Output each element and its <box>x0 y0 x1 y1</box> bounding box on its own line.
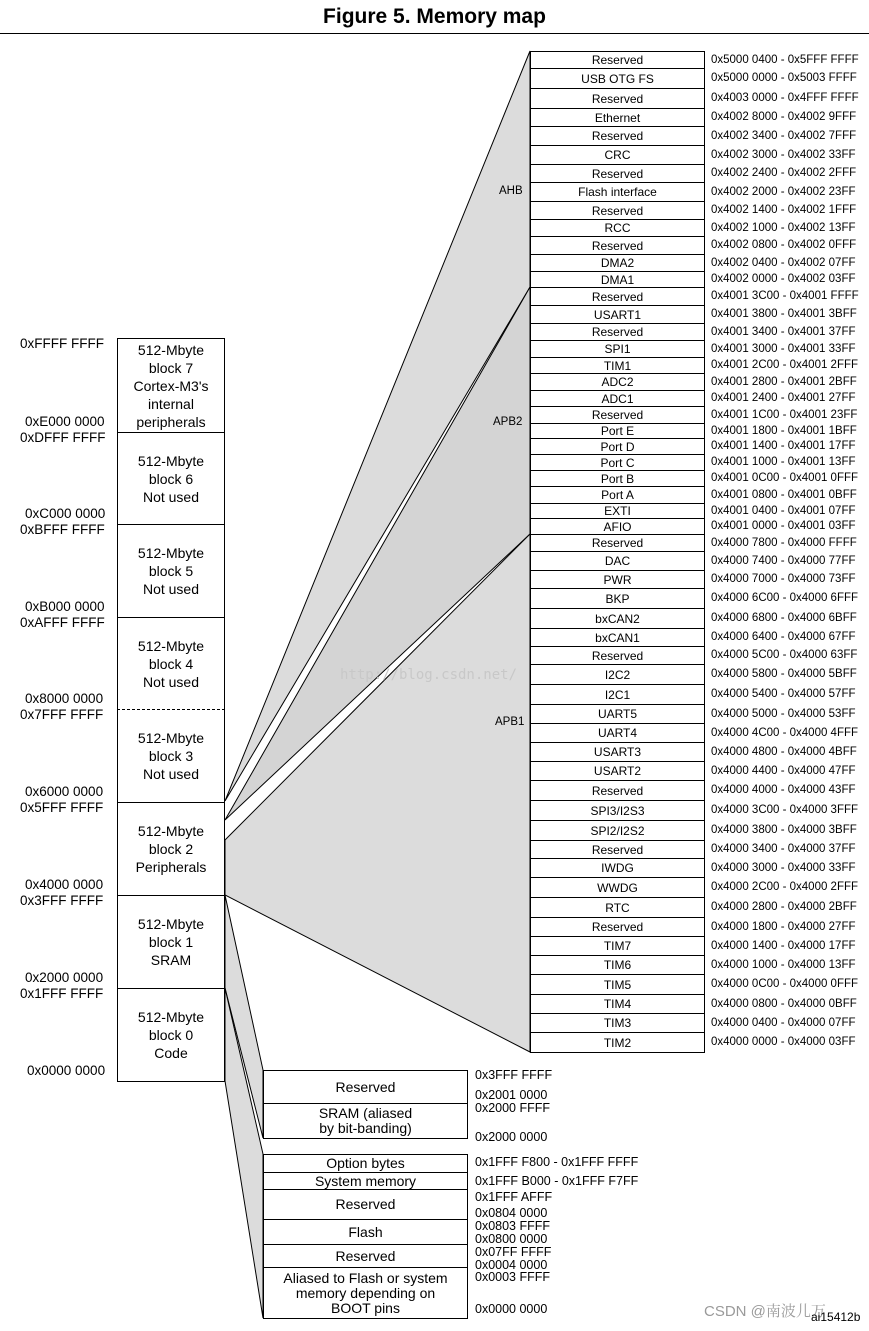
periph-tim5: TIM5 <box>530 974 705 995</box>
periph-range: 0x4000 4C00 - 0x4000 4FFF <box>711 726 859 739</box>
apb2-label: APB2 <box>493 416 523 428</box>
code-address: 0x1FFF AFFF <box>475 1190 553 1204</box>
memory-block-6: 512-Mbyte block 6 Not used <box>117 432 225 525</box>
memory-block-1: 512-Mbyte block 1 SRAM <box>117 895 225 989</box>
periph-bxcan1: bxCAN1 <box>530 628 705 647</box>
periph-wwdg: WWDG <box>530 877 705 898</box>
code-detail-reserved: Reserved <box>263 1189 468 1220</box>
periph-range: 0x4001 1C00 - 0x4001 23FF <box>711 408 858 421</box>
watermark: http://blog.csdn.net/ <box>340 667 518 683</box>
periph-range: 0x4001 0000 - 0x4001 03FF <box>711 520 856 532</box>
memory-block-4: 512-Mbyte block 4 Not used <box>117 617 225 710</box>
code-detail-aliased-to-flash-or-system: Aliased to Flash or system memory depending on BOOT pins <box>263 1267 468 1319</box>
block-bottom-address: 0x0000 0000 <box>27 1063 106 1078</box>
periph-range: 0x4002 3000 - 0x4002 33FF <box>711 148 856 161</box>
periph-port-e: Port E <box>530 423 705 439</box>
periph-range: 0x4000 1800 - 0x4000 27FF <box>711 920 856 933</box>
block-top-address: 0xDFFF FFFF <box>20 430 106 445</box>
periph-port-a: Port A <box>530 486 705 504</box>
periph-afio: AFIO <box>530 518 705 535</box>
periph-dma2: DMA2 <box>530 254 705 272</box>
periph-range: 0x4000 5C00 - 0x4000 63FF <box>711 649 858 661</box>
periph-reserved: Reserved <box>530 780 705 801</box>
block-bottom-address: 0x4000 0000 <box>25 877 104 892</box>
periph-range: 0x4000 1400 - 0x4000 17FF <box>711 939 856 952</box>
periph-range: 0x4001 1400 - 0x4001 17FF <box>711 440 856 452</box>
periph-range: 0x4001 1800 - 0x4001 1BFF <box>711 424 857 437</box>
periph-range: 0x4003 0000 - 0x4FFF FFFF <box>711 92 859 104</box>
apb1-label: APB1 <box>495 716 525 728</box>
periph-reserved: Reserved <box>530 534 705 552</box>
periph-uart5: UART5 <box>530 704 705 724</box>
periph-flash-interface: Flash interface <box>530 182 705 202</box>
block-top-address: 0x7FFF FFFF <box>20 707 104 722</box>
periph-reserved: Reserved <box>530 287 705 306</box>
memory-block-3: 512-Mbyte block 3 Not used <box>117 709 225 803</box>
block-top-address: 0x3FFF FFFF <box>20 893 104 908</box>
periph-range: 0x4001 3400 - 0x4001 37FF <box>711 325 856 338</box>
figure-title: Figure 5. Memory map <box>323 5 546 28</box>
periph-usart1: USART1 <box>530 305 705 324</box>
periph-spi2i2s2: SPI2/I2S2 <box>530 820 705 841</box>
periph-rcc: RCC <box>530 219 705 237</box>
periph-reserved: Reserved <box>530 917 705 937</box>
periph-range: 0x4000 4800 - 0x4000 4BFF <box>711 745 857 758</box>
periph-range: 0x4002 3400 - 0x4002 7FFF <box>711 129 857 142</box>
periph-reserved: Reserved <box>530 51 705 69</box>
periph-tim1: TIM1 <box>530 357 705 374</box>
periph-usart3: USART3 <box>530 742 705 762</box>
periph-range: 0x4000 0800 - 0x4000 0BFF <box>711 997 857 1010</box>
sram-address: 0x2000 0000 <box>475 1130 548 1144</box>
periph-range: 0x4000 0C00 - 0x4000 0FFF <box>711 978 859 990</box>
block-bottom-address: 0xE000 0000 <box>25 414 105 429</box>
periph-range: 0x4001 1000 - 0x4001 13FF <box>711 456 856 468</box>
periph-range: 0x4001 0400 - 0x4001 07FF <box>711 504 856 517</box>
periph-tim2: TIM2 <box>530 1032 705 1053</box>
periph-range: 0x4000 5000 - 0x4000 53FF <box>711 707 856 720</box>
code-address: 0x0004 0000 <box>475 1258 548 1272</box>
periph-reserved: Reserved <box>530 164 705 183</box>
periph-range: 0x4002 0800 - 0x4002 0FFF <box>711 239 857 251</box>
periph-dma1: DMA1 <box>530 271 705 288</box>
code-address: 0x1FFF B000 - 0x1FFF F7FF <box>475 1174 639 1188</box>
periph-range: 0x4000 3800 - 0x4000 3BFF <box>711 824 857 836</box>
sram-address: 0x2000 FFFF <box>475 1101 551 1115</box>
periph-tim6: TIM6 <box>530 955 705 975</box>
periph-dac: DAC <box>530 551 705 571</box>
periph-port-b: Port B <box>530 470 705 487</box>
credit-label: CSDN @南波儿万 <box>704 1303 826 1320</box>
periph-range: 0x4002 0000 - 0x4002 03FF <box>711 273 856 285</box>
periph-range: 0x4002 1400 - 0x4002 1FFF <box>711 204 857 216</box>
periph-usart2: USART2 <box>530 761 705 781</box>
periph-range: 0x4000 3000 - 0x4000 33FF <box>711 861 856 874</box>
periph-reserved: Reserved <box>530 126 705 146</box>
periph-range: 0x4001 2400 - 0x4001 27FF <box>711 392 856 404</box>
memory-block-7: 512-Mbyte block 7 Cortex-M3's internal peripherals <box>117 338 225 433</box>
periph-range: 0x4002 2000 - 0x4002 23FF <box>711 185 856 198</box>
periph-pwr: PWR <box>530 570 705 589</box>
periph-reserved: Reserved <box>530 646 705 665</box>
periph-tim7: TIM7 <box>530 936 705 956</box>
periph-range: 0x4002 0400 - 0x4002 07FF <box>711 256 856 269</box>
code-detail-system-memory: System memory <box>263 1172 468 1190</box>
periph-range: 0x4000 2800 - 0x4000 2BFF <box>711 901 857 913</box>
block-top-address: 0xAFFF FFFF <box>20 615 105 630</box>
periph-bkp: BKP <box>530 588 705 609</box>
periph-range: 0x4002 2400 - 0x4002 2FFF <box>711 167 857 179</box>
periph-range: 0x4001 0C00 - 0x4001 0FFF <box>711 472 859 484</box>
periph-rtc: RTC <box>530 897 705 918</box>
periph-range: 0x4000 4000 - 0x4000 43FF <box>711 784 856 796</box>
periph-range: 0x4000 6800 - 0x4000 6BFF <box>711 612 857 624</box>
periph-range: 0x4000 4400 - 0x4000 47FF <box>711 764 856 777</box>
periph-i2c1: I2C1 <box>530 684 705 705</box>
periph-range: 0x4002 8000 - 0x4002 9FFF <box>711 111 857 123</box>
periph-range: 0x5000 0400 - 0x5FFF FFFF <box>711 53 859 66</box>
periph-reserved: Reserved <box>530 201 705 220</box>
block-top-address: 0x5FFF FFFF <box>20 800 104 815</box>
block-top-address: 0xBFFF FFFF <box>20 522 105 537</box>
periph-range: 0x4000 5800 - 0x4000 5BFF <box>711 668 857 680</box>
periph-range: 0x4001 2C00 - 0x4001 2FFF <box>711 359 859 371</box>
periph-range: 0x4001 2800 - 0x4001 2BFF <box>711 375 857 388</box>
sram-detail-reserved: Reserved <box>263 1070 468 1104</box>
code-address: 0x1FFF F800 - 0x1FFF FFFF <box>475 1155 639 1169</box>
periph-range: 0x4000 0400 - 0x4000 07FF <box>711 1016 856 1029</box>
periph-reserved: Reserved <box>530 236 705 255</box>
sram-address: 0x2001 0000 <box>475 1088 548 1102</box>
periph-crc: CRC <box>530 145 705 165</box>
periph-range: 0x4002 1000 - 0x4002 13FF <box>711 221 856 234</box>
code-detail-reserved: Reserved <box>263 1244 468 1268</box>
periph-tim3: TIM3 <box>530 1013 705 1033</box>
periph-range: 0x4000 6C00 - 0x4000 6FFF <box>711 592 859 604</box>
periph-iwdg: IWDG <box>530 858 705 878</box>
block-bottom-address: 0xC000 0000 <box>25 506 106 521</box>
block-top-address: 0x1FFF FFFF <box>20 986 104 1001</box>
periph-reserved: Reserved <box>530 840 705 859</box>
periph-range: 0x4001 3800 - 0x4001 3BFF <box>711 308 857 320</box>
periph-uart4: UART4 <box>530 723 705 743</box>
code-address: 0x0804 0000 <box>475 1206 548 1220</box>
ahb-label: AHB <box>499 185 523 197</box>
periph-range: 0x4000 7000 - 0x4000 73FF <box>711 573 856 585</box>
periph-adc2: ADC2 <box>530 373 705 391</box>
memory-block-2: 512-Mbyte block 2 Peripherals <box>117 802 225 896</box>
periph-range: 0x4000 2C00 - 0x4000 2FFF <box>711 881 859 893</box>
periph-i2c2: I2C2 <box>530 664 705 685</box>
code-address: 0x07FF FFFF <box>475 1245 552 1259</box>
periph-range: 0x4000 7800 - 0x4000 FFFF <box>711 536 857 549</box>
periph-tim4: TIM4 <box>530 994 705 1014</box>
code-address: 0x0800 0000 <box>475 1232 548 1246</box>
sram-detail-sram-aliased: SRAM (aliased by bit-banding) <box>263 1103 468 1139</box>
periph-reserved: Reserved <box>530 323 705 341</box>
periph-ethernet: Ethernet <box>530 108 705 127</box>
periph-port-c: Port C <box>530 454 705 471</box>
sram-address: 0x3FFF FFFF <box>475 1068 553 1082</box>
periph-range: 0x4000 3400 - 0x4000 37FF <box>711 843 856 855</box>
periph-port-d: Port D <box>530 438 705 455</box>
periph-spi1: SPI1 <box>530 340 705 358</box>
periph-range: 0x4001 3C00 - 0x4001 FFFF <box>711 290 859 302</box>
memory-block-5: 512-Mbyte block 5 Not used <box>117 524 225 618</box>
periph-range: 0x4000 5400 - 0x4000 57FF <box>711 688 856 700</box>
periph-range: 0x5000 0000 - 0x5003 FFFF <box>711 72 857 84</box>
code-address: 0x0003 FFFF <box>475 1270 551 1284</box>
periph-range: 0x4001 3000 - 0x4001 33FF <box>711 342 856 355</box>
periph-exti: EXTI <box>530 503 705 519</box>
periph-range: 0x4000 0000 - 0x4000 03FF <box>711 1036 856 1048</box>
periph-spi3i2s3: SPI3/I2S3 <box>530 800 705 821</box>
block-bottom-address: 0x6000 0000 <box>25 784 104 799</box>
periph-range: 0x4000 6400 - 0x4000 67FF <box>711 631 856 643</box>
code-address: 0x0000 0000 <box>475 1302 548 1316</box>
periph-range: 0x4000 1000 - 0x4000 13FF <box>711 958 856 971</box>
periph-range: 0x4000 7400 - 0x4000 77FF <box>711 554 856 567</box>
memory-block-0: 512-Mbyte block 0 Code <box>117 988 225 1082</box>
code-detail-flash: Flash <box>263 1219 468 1245</box>
figure-id: ai15412b <box>811 1310 861 1324</box>
periph-reserved: Reserved <box>530 406 705 424</box>
periph-reserved: Reserved <box>530 88 705 109</box>
block-top-address: 0xFFFF FFFF <box>20 336 104 351</box>
periph-bxcan2: bxCAN2 <box>530 608 705 629</box>
code-detail-option-bytes: Option bytes <box>263 1154 468 1173</box>
periph-range: 0x4000 3C00 - 0x4000 3FFF <box>711 804 859 816</box>
block-bottom-address: 0x2000 0000 <box>25 970 104 985</box>
periph-adc1: ADC1 <box>530 390 705 407</box>
periph-range: 0x4001 0800 - 0x4001 0BFF <box>711 488 857 501</box>
block-bottom-address: 0xB000 0000 <box>25 599 105 614</box>
periph-usb-otg-fs: USB OTG FS <box>530 68 705 89</box>
code-address: 0x0803 FFFF <box>475 1219 551 1233</box>
block-bottom-address: 0x8000 0000 <box>25 691 104 706</box>
